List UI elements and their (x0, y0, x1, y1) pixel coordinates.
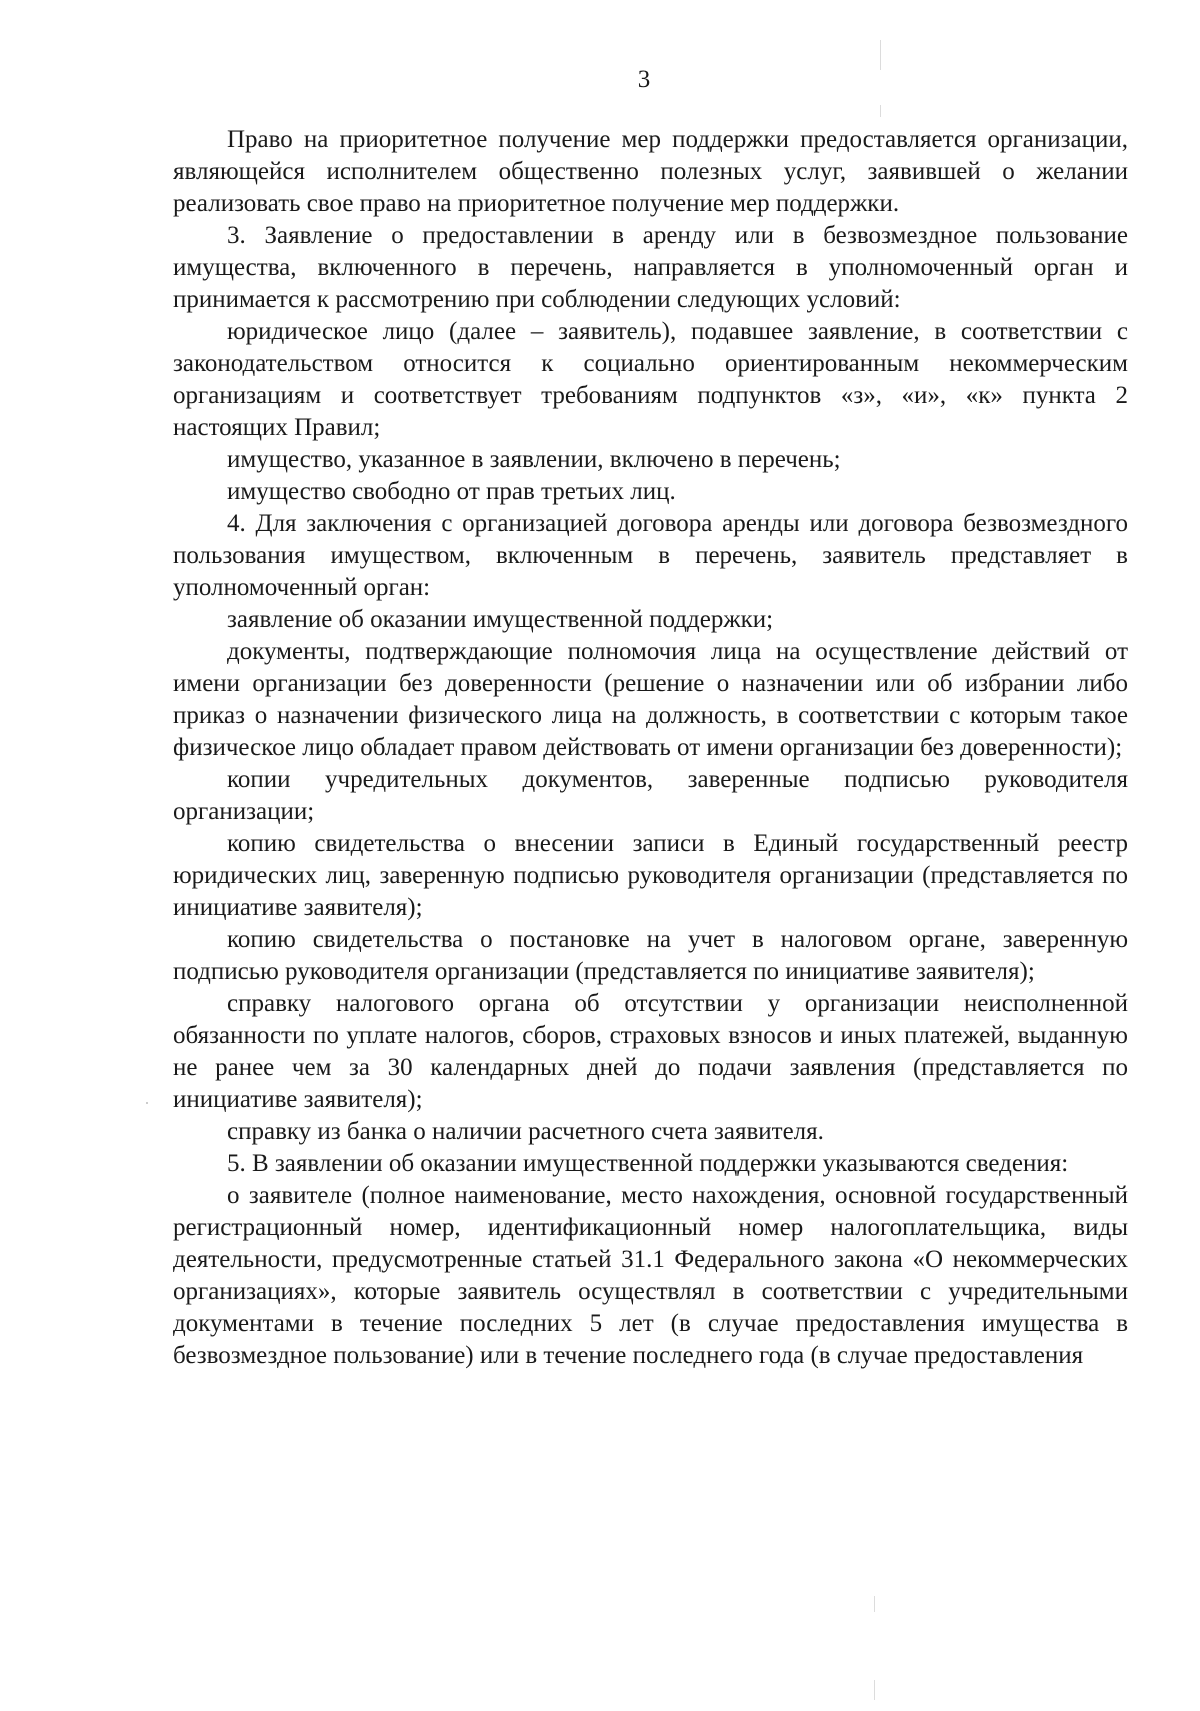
paragraph-priority-right: Право на приоритетное получение мер поддержки предоставляется организации, являющейся исполнителем общественно полезных услуг, заявившей о желании реализовать свое право на приоритетное получение мер поддержки. (173, 126, 1128, 217)
document-founding-copies: копии учредительных документов, заверенные подписью руководителя организации; (173, 766, 1128, 825)
document-bank-certificate: справку из банка о наличии расчетного счета заявителя. (227, 1118, 824, 1145)
scan-artifact-line (874, 1680, 875, 1700)
scan-artifact-line (874, 1596, 875, 1612)
condition-legal-entity: юридическое лицо (далее – заявитель), подавшее заявление, в соответствии с законодательством относится к социально ориентированным некоммерческим организациям и соответствует требованиям подпунктов «з», «и», «к» пункта 2 настоящих Правил; (173, 318, 1128, 441)
document-tax-certificate: справку налогового органа об отсутствии у организации неисполненной обязанности по уплате налогов, сборов, страховых взносов и иных платежей, выданную не ранее чем за 30 календарных дней до подачи заявления (представляется по инициативе заявителя); (173, 990, 1128, 1113)
document-registry-certificate: копию свидетельства о внесении записи в Единый государственный реестр юридических лиц, заверенную подписью руководителя организации (представляется по инициативе заявителя); (173, 830, 1128, 921)
condition-property-free: имущество свободно от прав третьих лиц. (227, 478, 676, 505)
page-number: 3 (637, 66, 651, 93)
paragraph-4-documents: 4. Для заключения с организацией договора аренды или договора безвозмездного пользования имуществом, включенным в перечень, заявитель представляет в уполномоченный орган: (173, 510, 1128, 601)
paragraph-3-application: 3. Заявление о предоставлении в аренду или в безвозмездное пользование имущества, включенного в перечень, направляется в уполномоченный орган и принимается к рассмотрению при соблюдении следующих условий: (173, 222, 1128, 313)
document-body (173, 124, 1128, 1372)
paragraph-5-application-content: 5. В заявлении об оказании имущественной поддержки указываются сведения: (227, 1150, 1069, 1177)
content-applicant-info: о заявителе (полное наименование, место нахождения, основной государственный регистрационный номер, идентификационный номер налогоплательщика, виды деятельности, предусмотренные статьей 31.1 Федерального закона «О некоммерческих организациях», которые заявитель осуществлял в соответствии с учредительными документами в течение последних 5 лет (в случае предоставления имущества в безвозмездное пользование) или в течение последнего года (в случае предоставления (173, 1182, 1128, 1369)
document-application: заявление об оказании имущественной поддержки; (227, 606, 774, 633)
condition-property-in-list: имущество, указанное в заявлении, включено в перечень; (227, 446, 841, 473)
document-tax-registration: копию свидетельства о постановке на учет в налоговом органе, заверенную подписью руководителя организации (представляется по инициативе заявителя); (173, 926, 1128, 985)
scan-artifact-dot (146, 1102, 148, 1104)
scan-artifact-line (880, 40, 881, 70)
document-authority-proof: документы, подтверждающие полномочия лица на осуществление действий от имени организации без доверенности (решение о назначении или об избрании либо приказ о назначении физического лица на должность, в соответствии с которым такое физическое лицо обладает правом действовать от имени организации без доверенности); (173, 638, 1128, 761)
scan-artifact-line (880, 105, 881, 117)
